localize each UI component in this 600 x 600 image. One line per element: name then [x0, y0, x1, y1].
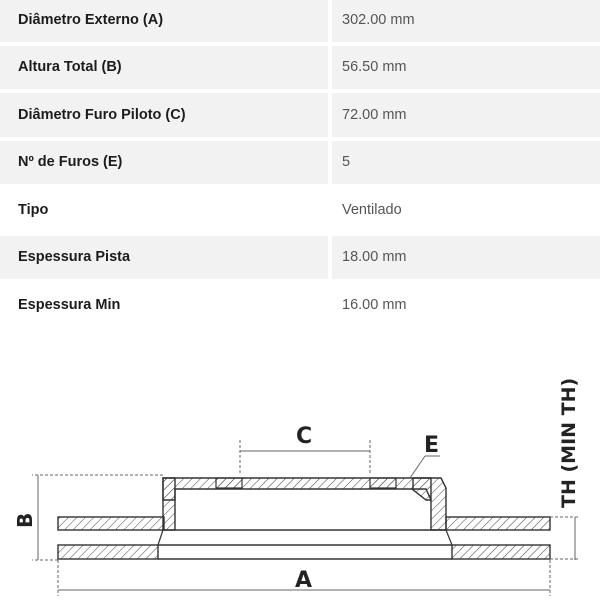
- spec-row: [0, 46, 600, 90]
- spec-row: [0, 141, 600, 185]
- spec-label: Tipo: [18, 201, 49, 218]
- brake-disc-diagram: [0, 330, 600, 600]
- spec-label: Nº de Furos (E): [0, 141, 328, 185]
- spec-label: Espessura Min: [18, 296, 121, 313]
- spec-row: [0, 0, 600, 42]
- spec-value: Ventilado: [342, 201, 402, 218]
- spec-row: [0, 188, 600, 232]
- dimension-label-b: B: [13, 512, 37, 528]
- spec-value: 302.00 mm: [332, 0, 600, 42]
- disc-lower-plate: [58, 530, 550, 559]
- spec-value: 72.00 mm: [332, 93, 600, 137]
- disc-upper-plate: [58, 517, 550, 530]
- spec-label: Diâmetro Furo Piloto (C): [0, 93, 328, 137]
- dimension-label-e: E: [424, 433, 440, 458]
- spec-label: Espessura Pista: [0, 236, 328, 280]
- spec-row: [0, 236, 600, 280]
- spec-row: [0, 93, 600, 137]
- spec-value: 56.50 mm: [332, 46, 600, 90]
- dimension-label-th: TH (MIN TH): [558, 377, 580, 508]
- disc-hat: [163, 478, 446, 530]
- spec-value: 5: [332, 141, 600, 185]
- spec-value: 16.00 mm: [342, 296, 407, 313]
- dimension-label-a: A: [295, 568, 313, 593]
- spec-row: [0, 283, 600, 327]
- spec-value: 18.00 mm: [332, 236, 600, 280]
- spec-label: Altura Total (B): [0, 46, 328, 90]
- dimension-label-c: C: [296, 424, 313, 449]
- spec-label: Diâmetro Externo (A): [0, 0, 328, 42]
